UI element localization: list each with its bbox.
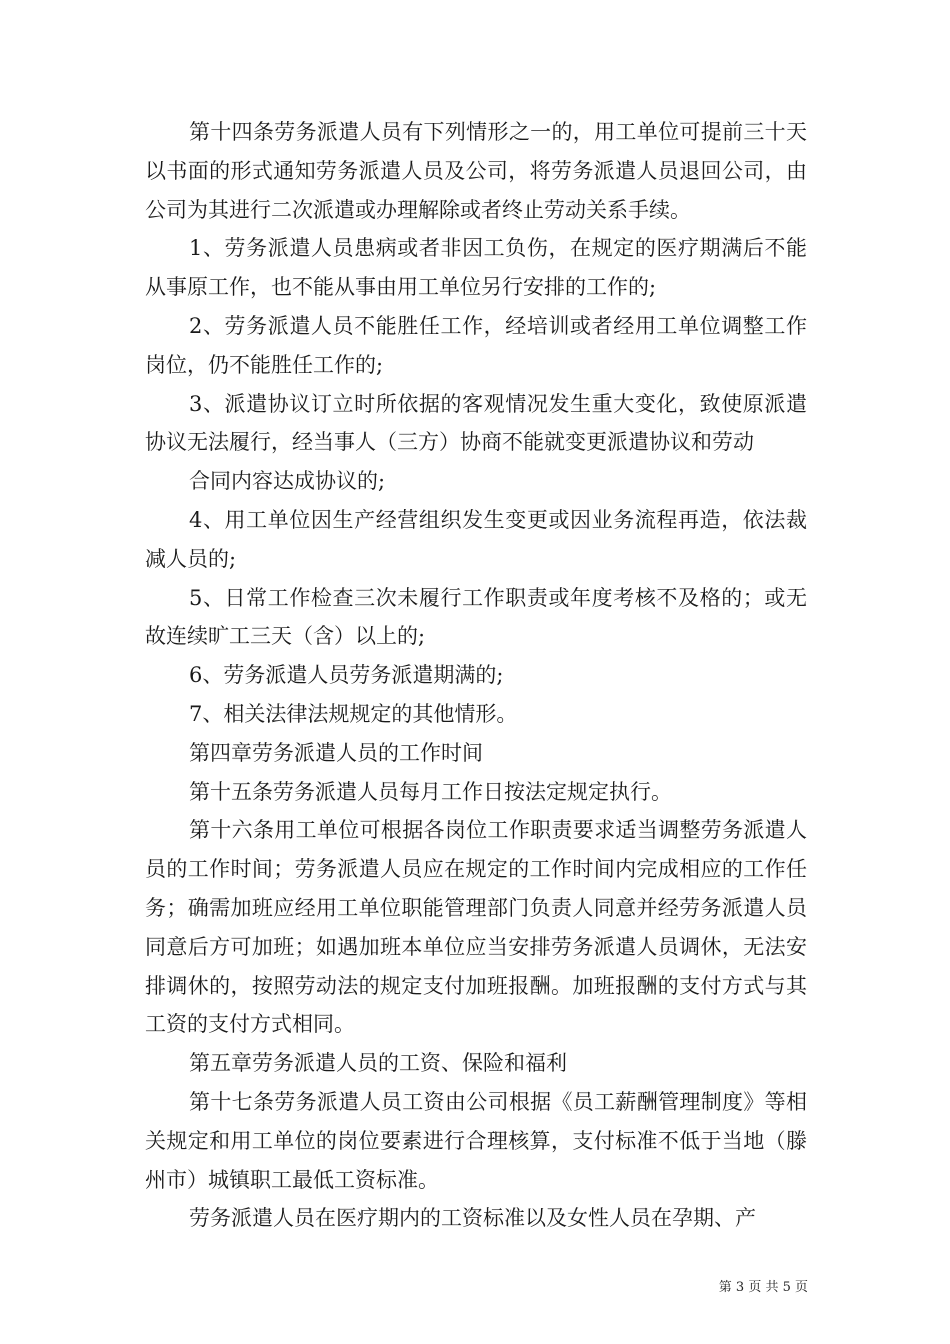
item-5: 5、日常工作检查三次未履行工作职责或年度考核不及格的；或无故连续旷工三天（含）以上的;	[145, 585, 807, 649]
item-7: 7、相关法律法规规定的其他情形。	[189, 701, 518, 726]
chapter-4-heading: 第四章劳务派遣人员的工作时间	[189, 740, 483, 765]
page-number: 第 3 页 共 5 页	[718, 1280, 808, 1295]
item-2: 2、劳务派遣人员不能胜任工作，经培训或者经用工单位调整工作岗位，仍不能胜任工作的;	[145, 313, 807, 377]
item-6: 6、劳务派遣人员劳务派遣期满的;	[189, 663, 504, 688]
item-3-continued: 合同内容达成协议的;	[189, 469, 386, 494]
article-17: 第十七条劳务派遣人员工资由公司根据《员工薪酬管理制度》等相关规定和用工单位的岗位要素进行合理核算，支付标准不低于当地（滕州市）城镇职工最低工资标准。	[145, 1089, 807, 1192]
item-4: 4、用工单位因生产经营组织发生变更或因业务流程再造，依法裁减人员的;	[145, 507, 807, 571]
document-body	[145, 113, 807, 1238]
item-3: 3、派遣协议订立时所依据的客观情况发生重大变化，致使原派遣协议无法履行，经当事人（三方）协商不能就变更派遣协议和劳动	[145, 391, 807, 455]
chapter-5-heading: 第五章劳务派遣人员的工资、保险和福利	[189, 1051, 567, 1076]
item-1: 1、劳务派遣人员患病或者非因工负伤，在规定的医疗期满后不能从事原工作，也不能从事由用工单位另行安排的工作的;	[145, 236, 807, 300]
article-14: 第十四条劳务派遣人员有下列情形之一的，用工单位可提前三十天以书面的形式通知劳务派遣人员及公司，将劳务派遣人员退回公司，由公司为其进行二次派遣或办理解除或者终止劳动关系手续。	[145, 120, 807, 222]
paragraph-partial: 劳务派遣人员在医疗期内的工资标准以及女性人员在孕期、产	[189, 1206, 756, 1231]
article-15: 第十五条劳务派遣人员每月工作日按法定规定执行。	[189, 779, 672, 804]
article-16: 第十六条用工单位可根据各岗位工作职责要求适当调整劳务派遣人员的工作时间；劳务派遣人员应在规定的工作时间内完成相应的工作任务；确需加班应经用工单位职能管理部门负责人同意并经劳务派遣人员同意后方可加班；如遇加班本单位应当安排劳务派遣人员调休，无法安排调休的，按照劳动法的规定支付加班报酬。加班报酬的支付方式与其工资的支付方式相同。	[145, 818, 807, 1037]
